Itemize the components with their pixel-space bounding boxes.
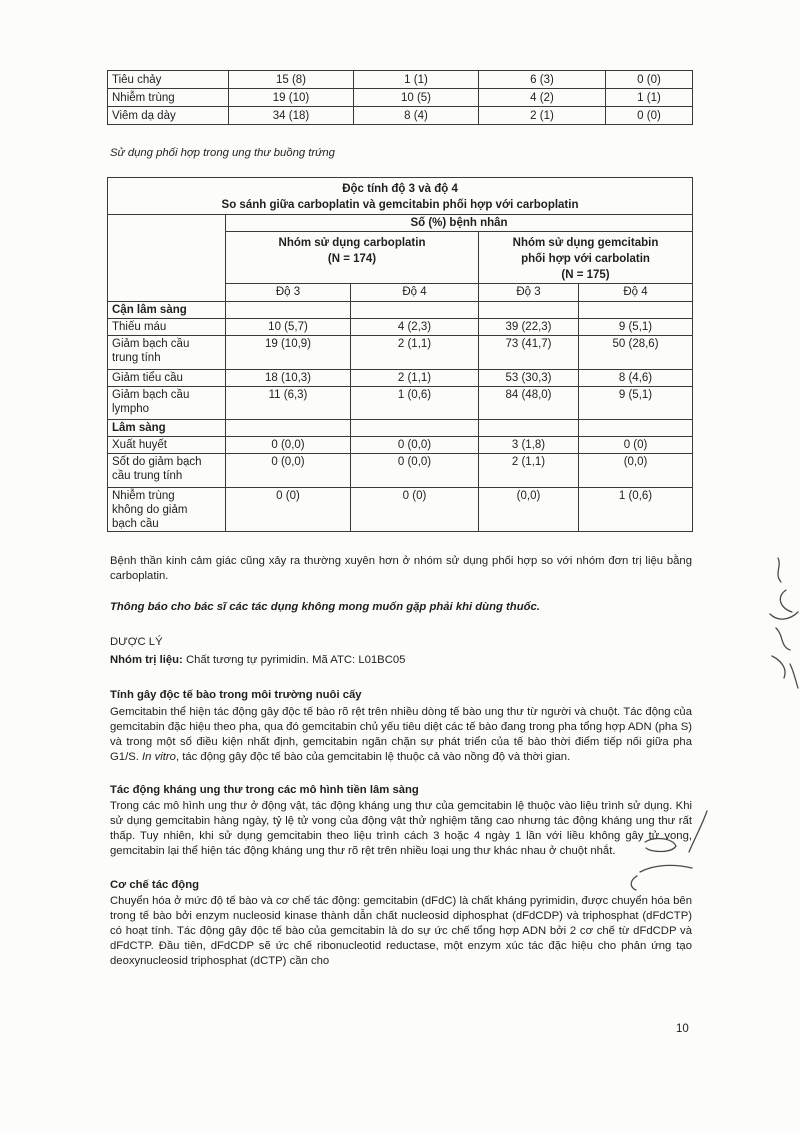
row-label: Giảm bạch cầu lympho [108, 387, 226, 420]
mechanism-heading: Cơ chế tác động [110, 879, 200, 891]
table-cell: (0,0) [579, 454, 693, 488]
table-title: Độc tính độ 3 và độ 4 [342, 183, 458, 195]
table-cell: 6 (3) [479, 71, 606, 89]
table-cell: 0 (0) [606, 71, 693, 89]
group-carboplatin-header [226, 232, 479, 284]
row-label: Nhiễm trùng [108, 89, 229, 107]
empty-cell [226, 420, 351, 437]
table-cell: 1 (0,6) [579, 488, 693, 532]
table-cell: 0 (0,0) [351, 454, 479, 488]
table-cell: 53 (30,3) [479, 370, 579, 387]
table-title-row [108, 178, 693, 215]
section-heading: Cận lâm sàng [108, 302, 226, 319]
table-row [108, 454, 693, 488]
section-heading: Lâm sàng [108, 420, 226, 437]
section-title-pharmacology: DƯỢC LÝ [110, 636, 163, 648]
empty-cell [479, 420, 579, 437]
group-count: (N = 175) [561, 269, 610, 281]
table-cell: 50 (28,6) [579, 336, 693, 370]
row-label: Giảm bạch cầu trung tính [108, 336, 226, 370]
report-notice: Thông báo cho bác sĩ các tác dụng không mong muốn gặp phải khi dùng thuốc. [110, 601, 540, 613]
table-cell: (0,0) [479, 488, 579, 532]
table-cell: 18 (10,3) [226, 370, 351, 387]
section-heading-row [108, 420, 693, 437]
table-cell: 2 (1) [479, 107, 606, 125]
table-cell: 10 (5,7) [226, 319, 351, 336]
paragraph-text: , tác động gây độc tế bào của gemcitabin lệ thuộc cả vào nồng độ và thời gian. [175, 751, 571, 763]
table-cell: 11 (6,3) [226, 387, 351, 420]
grade-header: Độ 4 [579, 284, 693, 302]
table-cell: 1 (0,6) [351, 387, 479, 420]
table-cell: 0 (0,0) [226, 437, 351, 454]
paragraph-text: Gemcitabin thể hiện tác động gây độc tế bào rõ rệt trên nhiều dòng tế bào ung thư từ người và chuột. Tác động của gemcitabin đặc hiệu theo pha, qua đó gemcitabin chủ yếu tiêu diệt các tế bào đang trong pha tổng hợp ADN (pha S) và trong một số điều kiện nhất định, gemcitabin ngăn chặn sự phát triển của tế bào thời điểm tiếp nối giữa pha G1/S. [110, 706, 692, 763]
row-label: Tiêu chảy [108, 71, 229, 89]
paragraph-italic: In vitro [142, 751, 176, 763]
therapeutic-class-label: Nhóm trị liệu: [110, 654, 183, 666]
empty-cell [108, 215, 226, 302]
therapeutic-class-line [107, 653, 692, 668]
antitumor-heading: Tác động kháng ung thư trong các mô hình tiền lâm sàng [110, 784, 419, 796]
table-cell: 9 (5,1) [579, 387, 693, 420]
row-label: Xuất huyết [108, 437, 226, 454]
empty-cell [579, 420, 693, 437]
table-cell: 0 (0) [226, 488, 351, 532]
patients-header-row [108, 215, 693, 232]
page-number: 10 [676, 1023, 689, 1035]
grade-header: Độ 3 [479, 284, 579, 302]
ovarian-cancer-caption: Sử dụng phối hợp trong ung thư buồng trứng [110, 147, 335, 159]
signature-mark [770, 558, 798, 688]
group-name: phối hợp với carbolatin [521, 253, 650, 265]
table-cell: 73 (41,7) [479, 336, 579, 370]
table-cell: 39 (22,3) [479, 319, 579, 336]
group-count: (N = 174) [327, 253, 377, 265]
table-title-cell [108, 178, 693, 215]
empty-cell [351, 302, 479, 319]
cytotoxicity-paragraph [107, 705, 692, 765]
table-cell: 4 (2,3) [351, 319, 479, 336]
table-cell: 19 (10) [229, 89, 354, 107]
group-name: Nhóm sử dụng gemcitabin [512, 237, 659, 249]
table-row [108, 107, 693, 125]
table-row [108, 336, 693, 370]
table-subtitle: So sánh giữa carboplatin và gemcitabin phối hợp với carboplatin [221, 199, 579, 211]
mechanism-paragraph: Chuyển hóa ở mức độ tế bào và cơ chế tác động: gemcitabin (dFdC) là chất kháng pyrimidin, được chuyển hóa bên trong tế bào bởi enzym nucleosid kinase thành dẫn chất nucleosid diphosphat (dFdCDP) và triphosphat (dFdCTP) có hoạt tính. Tác động gây độc tế bào của gemcitabin là do sự ức chế tổng hợp ADN bởi 2 cơ chế từ dFdCDP và dFdCTP. Đầu tiên, dFdCDP sẽ ức chế ribonucleotid reductase, một enzym xúc tác đặc hiệu cho phản ứng tạo deoxynucleosid triphosphat (dCTP) cần cho [110, 895, 692, 967]
empty-cell [226, 302, 351, 319]
patients-header: Số (%) bệnh nhân [226, 215, 693, 232]
table-cell: 15 (8) [229, 71, 354, 89]
therapeutic-class-value: Chất tương tự pyrimidin. Mã ATC: L01BC05 [185, 654, 406, 666]
neuropathy-note: Bệnh thần kinh cảm giác cũng xảy ra thường xuyên hơn ở nhóm sử dụng phối hợp so với nhóm đơn trị liệu bằng carboplatin. [110, 555, 692, 582]
table-row [108, 437, 693, 454]
table-cell: 2 (1,1) [351, 336, 479, 370]
table-row [108, 89, 693, 107]
table-cell: 0 (0) [351, 488, 479, 532]
empty-cell [479, 302, 579, 319]
table-cell: 0 (0,0) [351, 437, 479, 454]
row-label: Giảm tiểu cầu [108, 370, 226, 387]
table-cell: 2 (1,1) [479, 454, 579, 488]
document-page [107, 70, 692, 969]
group-name: Nhóm sử dụng carboplatin [278, 237, 426, 249]
table-row [108, 71, 693, 89]
table-cell: 84 (48,0) [479, 387, 579, 420]
row-label: Thiếu máu [108, 319, 226, 336]
table-row [108, 387, 693, 420]
section-heading-row [108, 302, 693, 319]
group-combination-header [479, 232, 693, 284]
antitumor-paragraph: Trong các mô hình ung thư ở động vật, tác động kháng ung thư của gemcitabin lệ thuộc vào liệu trình sử dụng. Khi sử dụng gemcitabin hàng ngày, tỷ lệ tử vong của động vật thử nghiệm tăng cao nhưng tác động kháng ung thư rất thấp. Tuy nhiên, khi sử dụng gemcitabin theo liệu trình cách 3 hoặc 4 ngày 1 lần với liều không gây tử vong, gemcitabin lại thể hiện tác động kháng ung thư rõ rệt trên nhiều loại ung thư khác nhau ở chuột nhắt. [110, 800, 692, 857]
table-cell: 34 (18) [229, 107, 354, 125]
toxicity-table [107, 177, 693, 532]
table-row [108, 370, 693, 387]
row-label: Nhiễm trùng không do giảm bạch cầu [108, 488, 226, 532]
cytotoxicity-heading: Tính gây độc tế bào trong môi trường nuôi cấy [110, 689, 362, 701]
row-label: Sốt do giảm bạch cầu trung tính [108, 454, 226, 488]
table-cell: 0 (0) [606, 107, 693, 125]
row-label: Viêm dạ dày [108, 107, 229, 125]
table-cell: 9 (5,1) [579, 319, 693, 336]
adverse-events-table-continued [107, 70, 693, 125]
table-cell: 1 (1) [606, 89, 693, 107]
empty-cell [351, 420, 479, 437]
table-row [108, 488, 693, 532]
table-row [108, 319, 693, 336]
table-cell: 19 (10,9) [226, 336, 351, 370]
table-cell: 0 (0) [579, 437, 693, 454]
table-cell: 2 (1,1) [351, 370, 479, 387]
table-cell: 3 (1,8) [479, 437, 579, 454]
empty-cell [579, 302, 693, 319]
grade-header: Độ 4 [351, 284, 479, 302]
table-cell: 0 (0,0) [226, 454, 351, 488]
table-cell: 4 (2) [479, 89, 606, 107]
table-cell: 1 (1) [354, 71, 479, 89]
table-cell: 8 (4,6) [579, 370, 693, 387]
table-cell: 8 (4) [354, 107, 479, 125]
grade-header: Độ 3 [226, 284, 351, 302]
table-cell: 10 (5) [354, 89, 479, 107]
